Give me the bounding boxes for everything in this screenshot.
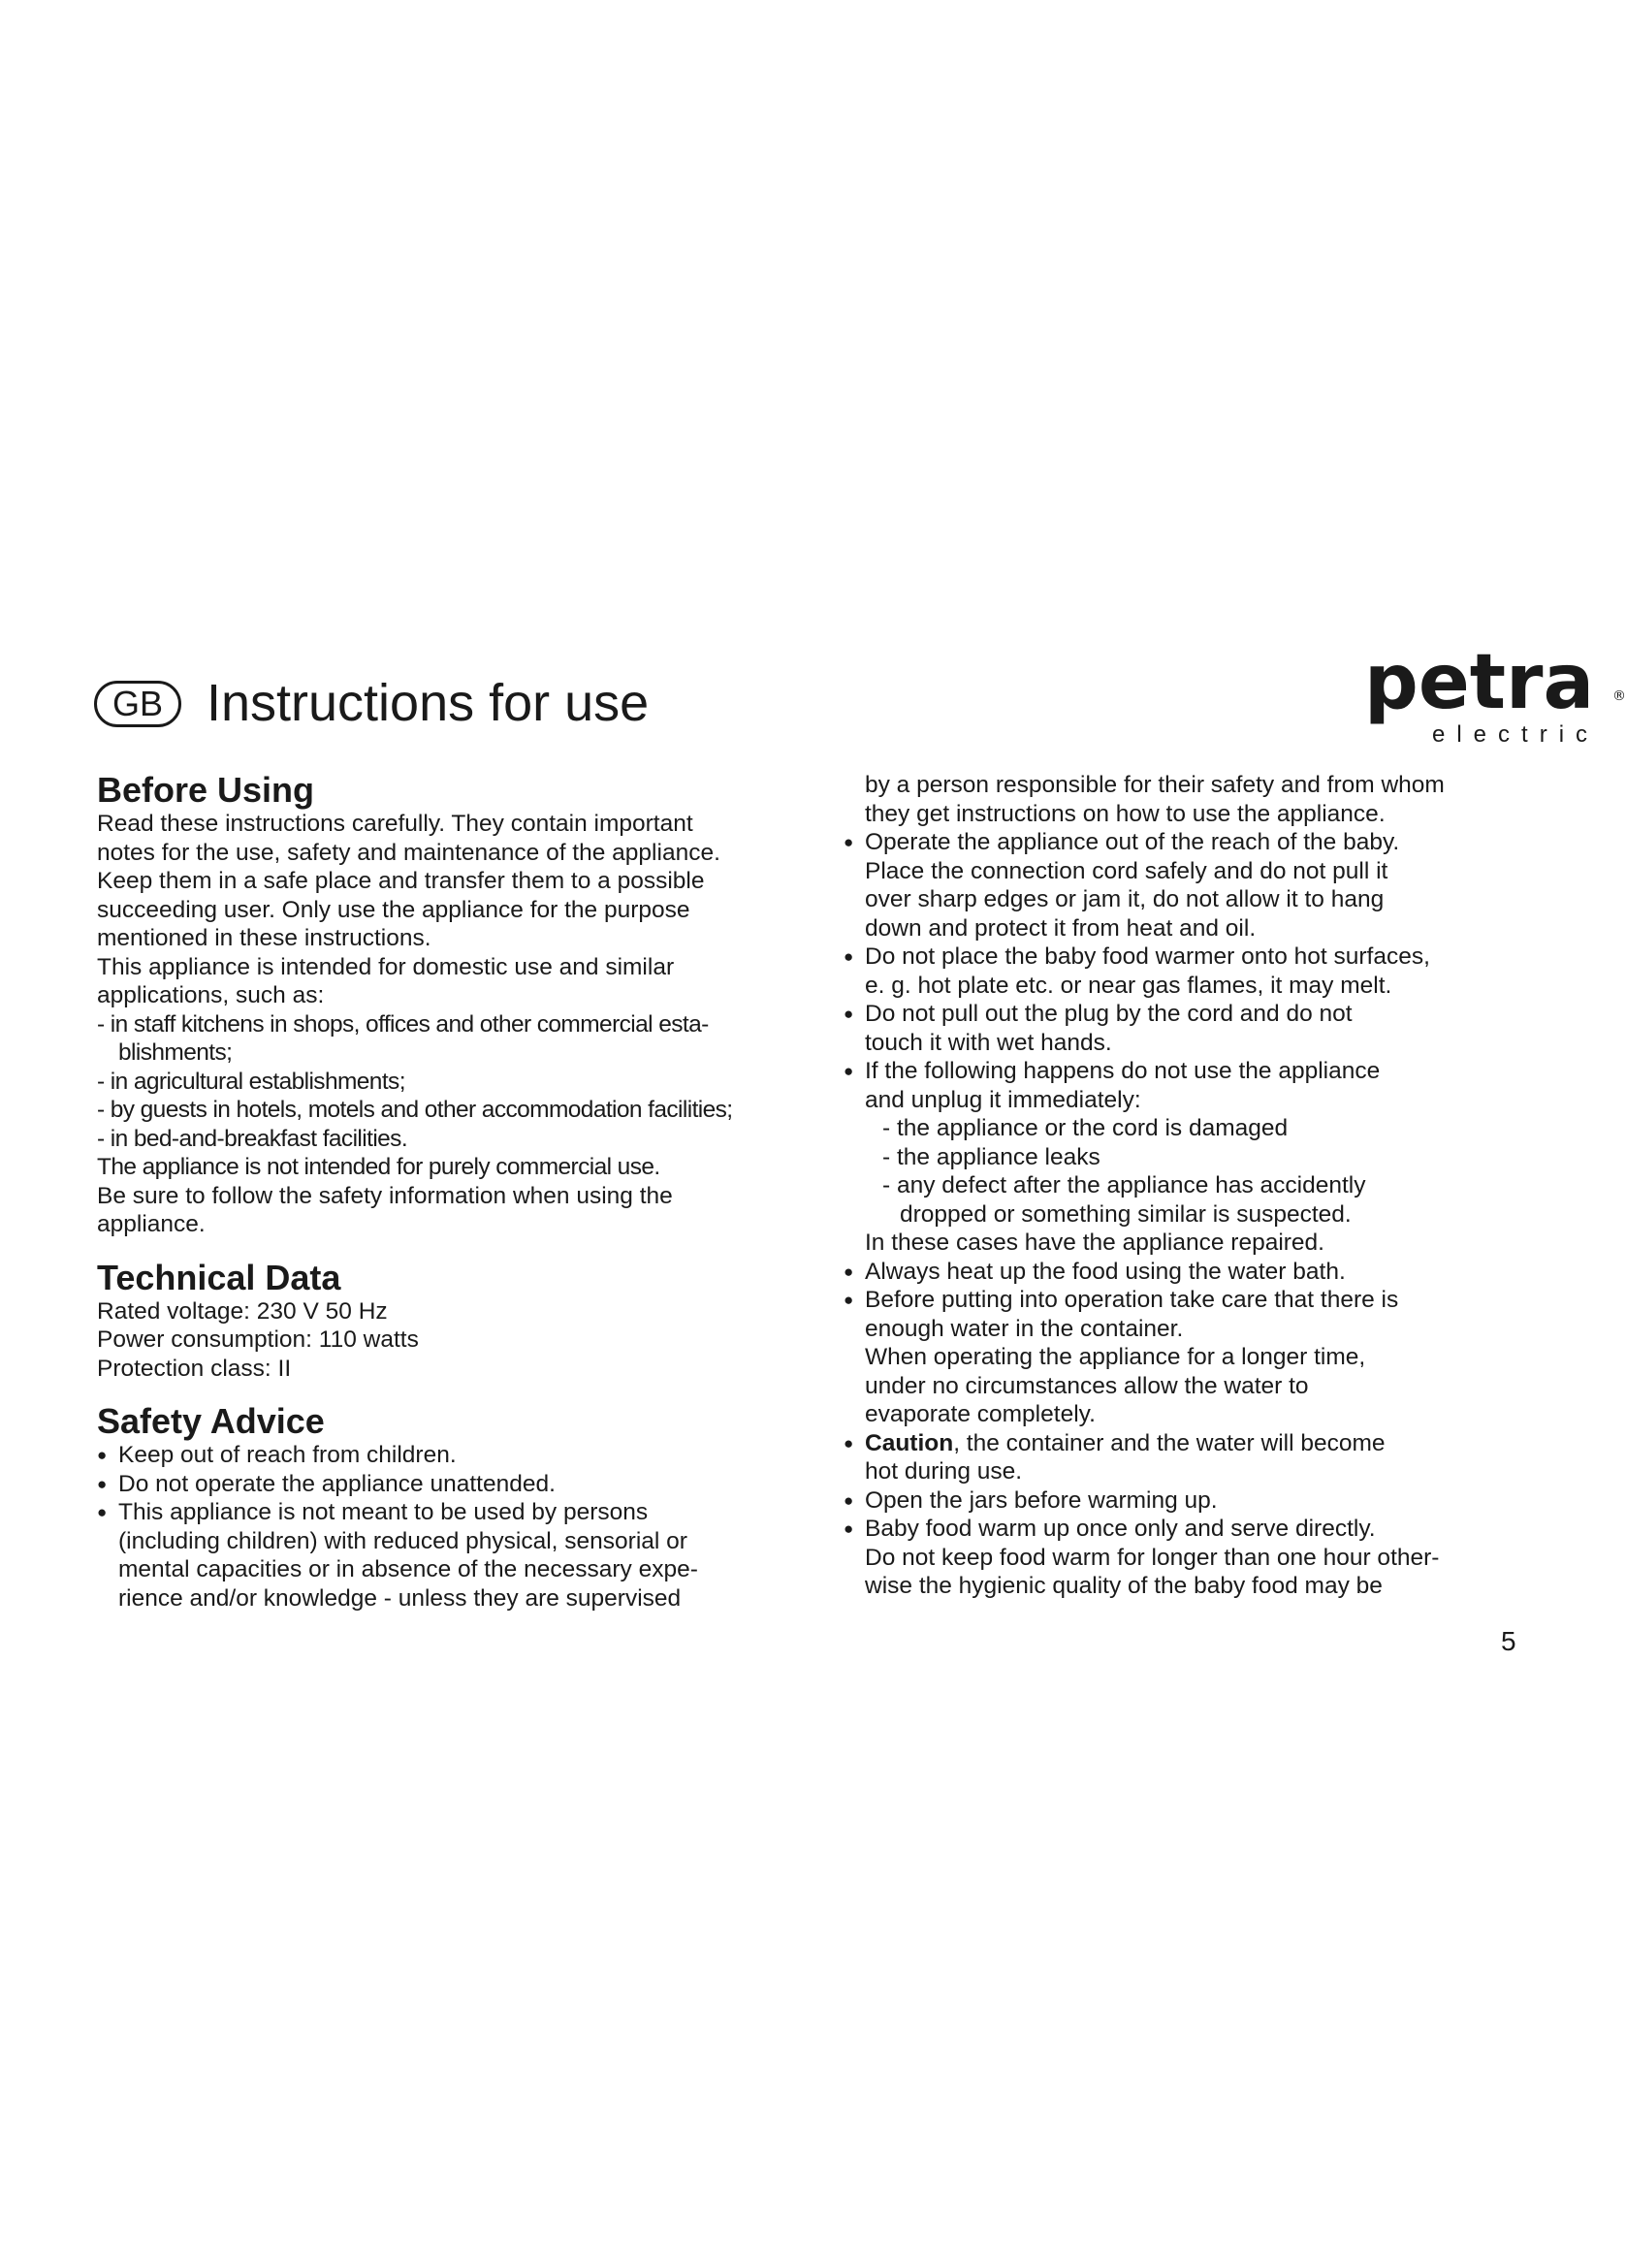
commercial-use-note: The appliance is not intended for purely commercial use. — [97, 1154, 660, 1180]
sub-item-cont: dropped or something similar is suspected. — [900, 1200, 1352, 1228]
logo-sub: electric — [1432, 721, 1600, 748]
caution-label: Caution — [865, 1429, 954, 1456]
text-line: Read these instructions carefully. They contain important — [97, 811, 693, 837]
country-badge: GB — [94, 681, 181, 727]
safety-item: ● Do not place the baby food warmer onto hot surfaces, e. g. hot plate etc. or near gas flames, it may melt. — [844, 942, 1522, 1000]
safety-continuation: by a person responsible for their safety and from whom they get instructions on how to use the appliance. — [865, 772, 1445, 827]
safety-item: ● This appliance is not meant to be used by persons (including children) with reduced physical, sensorial or mental capacities or in absence of the necessary expe- rience and/or knowledge - unless they are supervised — [97, 1498, 776, 1613]
use-item: - in bed-and-breakfast facilities. — [97, 1125, 408, 1152]
intended-use — [97, 953, 776, 1010]
petra-logo-graphic — [1325, 639, 1626, 754]
text-line: notes for the use, safety and maintenance of the appliance. — [97, 839, 720, 866]
page-header — [94, 639, 1626, 748]
intended-use-list — [97, 1010, 776, 1154]
safety-item: ● Baby food warm up once only and serve directly. Do not keep food warm for longer than one hour other- wise the hygienic quality of the baby food may be — [844, 1515, 1522, 1601]
heading-before-using: Before Using — [97, 770, 315, 810]
text-line: This appliance is intended for domestic use and similar — [97, 953, 675, 980]
text-line: Be sure to follow the safety information when using the — [97, 1182, 673, 1209]
use-item: - by guests in hotels, motels and other accommodation facilities; — [97, 1097, 733, 1123]
safety-follow-note — [97, 1182, 776, 1239]
text-line: Keep them in a safe place and transfer them to a possible — [97, 868, 705, 894]
heading-safety-advice: Safety Advice — [97, 1401, 325, 1441]
text-line: succeeding user. Only use the appliance for the purpose — [97, 896, 690, 923]
petra-logo — [1325, 639, 1626, 754]
sub-item: - any defect after the appliance has accidently — [882, 1172, 1366, 1198]
safety-item: ● Open the jars before warming up. — [844, 1486, 1522, 1516]
logo-brand: petra — [1364, 639, 1595, 726]
power-consumption: Power consumption: 110 watts — [97, 1326, 419, 1353]
sub-item: - the appliance or the cord is damaged — [882, 1115, 1289, 1141]
left-column — [97, 771, 776, 1613]
safety-item: ● Keep out of reach from children. — [97, 1441, 776, 1470]
safety-item: ● Do not operate the appliance unattended. — [97, 1470, 776, 1499]
page-title: Instructions for use — [207, 674, 650, 732]
text-line: applications, such as: — [97, 982, 325, 1008]
rated-voltage: Rated voltage: 230 V 50 Hz — [97, 1297, 388, 1325]
sub-item: - the appliance leaks — [882, 1143, 1100, 1170]
use-item: - in staff kitchens in shops, offices and other commercial esta- — [97, 1010, 709, 1038]
caution-item: ● Caution, the container and the water will become hot during use. — [844, 1429, 1522, 1486]
protection-class: Protection class: II — [97, 1355, 292, 1382]
before-using-intro — [97, 810, 776, 953]
safety-item: ● If the following happens do not use the appliance and unplug it immediately: - the appliance or the cord is damaged - the appliance leaks - any defect after the appliance has accidently dropped or something similar is suspected. In these cases have the appliance repaired. — [844, 1057, 1522, 1258]
text-line: appliance. — [97, 1211, 206, 1237]
use-item: - in agricultural establishments; — [97, 1068, 405, 1095]
page-number: 5 — [1501, 1626, 1516, 1656]
safety-item: ● Operate the appliance out of the reach of the baby. Place the connection cord safely and do not pull it over sharp edges or jam it, do not allow it to hang down and protect it from heat and oil. — [844, 828, 1522, 942]
safety-list-right — [844, 828, 1522, 1601]
technical-data-list — [97, 1297, 776, 1384]
right-column — [844, 771, 1522, 1601]
use-item-cont: blishments; — [118, 1039, 233, 1066]
heading-technical-data: Technical Data — [97, 1257, 341, 1297]
safety-list-left — [97, 1441, 776, 1613]
text-line: mentioned in these instructions. — [97, 925, 431, 951]
safety-item: ● Before putting into operation take care that there is enough water in the container. When operating the appliance for a longer time, under no circumstances allow the water to evaporate completely. — [844, 1286, 1522, 1429]
safety-item: ● Always heat up the food using the water bath. — [844, 1258, 1522, 1287]
registered-mark: ® — [1612, 688, 1626, 704]
safety-item: ● Do not pull out the plug by the cord and do not touch it with wet hands. — [844, 1000, 1522, 1057]
